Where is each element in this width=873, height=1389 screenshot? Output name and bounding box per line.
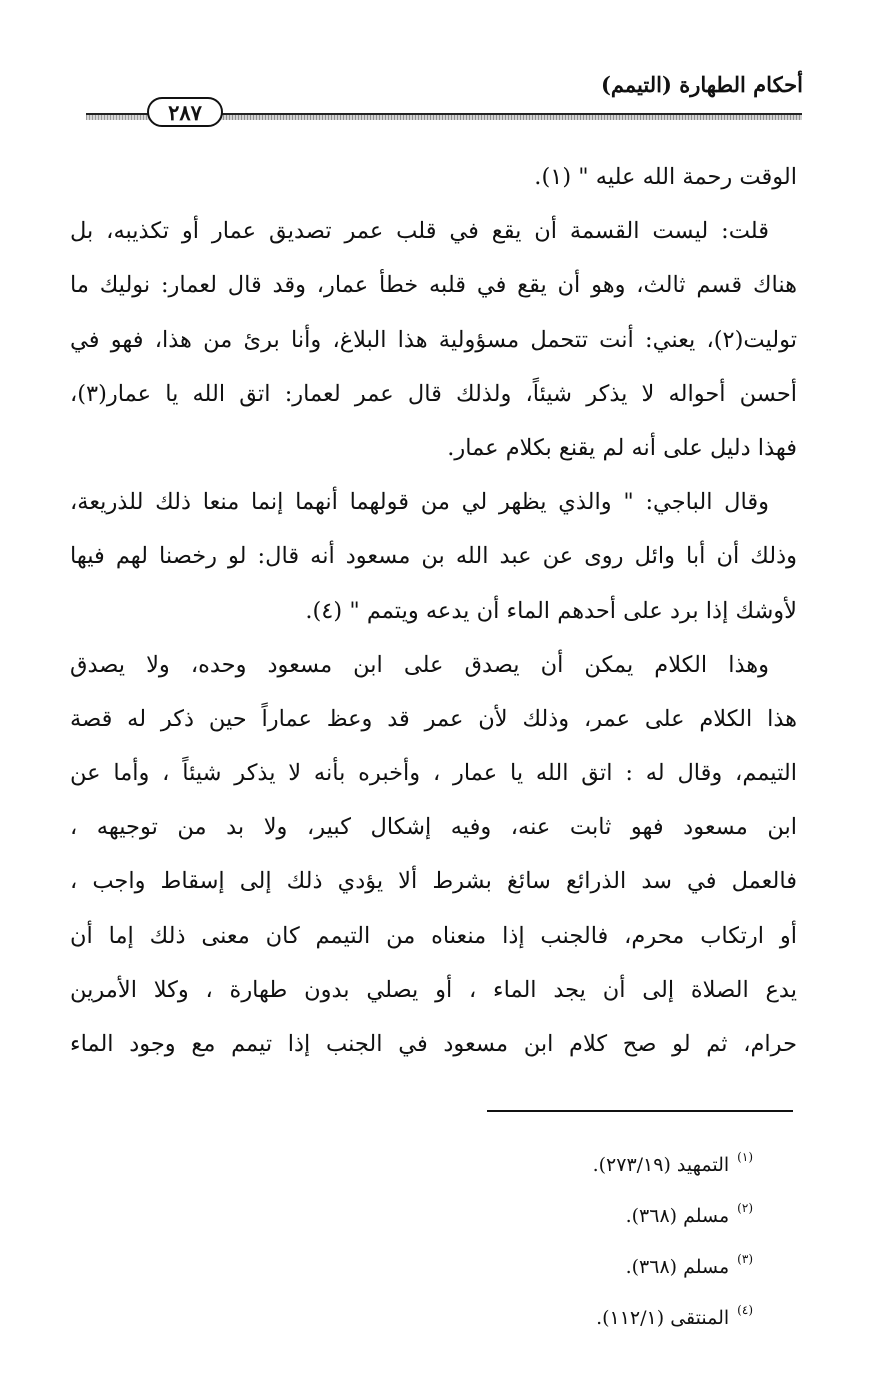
- body-line: يدع الصلاة إلى أن يجد الماء ، أو يصلي بدون طهارة ، وكلا الأمرين: [70, 976, 797, 1003]
- body-line: الوقت رحمة الله عليه " (١).: [534, 164, 797, 190]
- body-line: توليت(٢)، يعني: أنت تتحمل مسؤولية هذا البلاغ، وأنا برئ من هذا، فهو في: [70, 326, 797, 353]
- footnote-number: (١): [737, 1150, 753, 1164]
- page-number-badge: ٢٨٧: [147, 97, 223, 127]
- body-line: أو ارتكاب محرم، فالجنب إذا منعناه من التيمم كان معنى ذلك إما أن: [70, 922, 797, 949]
- body-line: ابن مسعود فهو ثابت عنه، وفيه إشكال كبير، ولا بد من توجيهه ،: [70, 814, 797, 841]
- footnote: [353, 1285, 753, 1336]
- footnotes: [353, 1132, 753, 1336]
- footnote: [353, 1183, 753, 1234]
- body-line: لأوشك إذا برد على أحدهم الماء أن يدعه ويتمم " (٤).: [305, 597, 797, 624]
- footnote-text: التمهيد (٢٧٣/١٩).: [592, 1154, 730, 1176]
- footnote-number: (٢): [737, 1201, 753, 1215]
- footnote-text: مسلم (٣٦٨).: [625, 1205, 730, 1227]
- footnote-number: (٣): [737, 1252, 753, 1266]
- body-line: حرام، ثم لو صح كلام ابن مسعود في الجنب إذا تيمم مع وجود الماء: [70, 1031, 797, 1057]
- body-line: هذا الكلام على عمر، وذلك لأن عمر قد وعظ عماراً حين ذكر له قصة: [70, 705, 797, 732]
- body-line: أحسن أحواله لا يذكر شيئاً، ولذلك قال عمر لعمار: اتق الله يا عمار(٣)،: [70, 380, 797, 407]
- body-line: وذلك أن أبا وائل روى عن عبد الله بن مسعود أنه قال: لو رخصنا لهم فيها: [70, 543, 797, 570]
- body-line: التيمم، وقال له : اتق الله يا عمار ، وأخبره بأنه لا يذكر شيئاً ، وأما عن: [70, 760, 797, 787]
- footnote: [353, 1234, 753, 1285]
- header-rule-left-segment: [86, 113, 150, 120]
- footnote-text: المنتقى (١١٢/١).: [596, 1307, 730, 1329]
- body-line: قلت: ليست القسمة أن يقع في قلب عمر تصديق عمار أو تكذيبه، بل: [70, 218, 769, 245]
- footnote: [353, 1132, 753, 1183]
- running-title: أحكام الطهارة (التيمم): [600, 72, 803, 97]
- body-line: وقال الباجي: " والذي يظهر لي من قولهما أنهما إنما منعا ذلك للذريعة،: [70, 489, 769, 516]
- footnote-separator: [487, 1110, 793, 1112]
- body-line: فالعمل في سد الذرائع سائغ بشرط ألا يؤدي ذلك إلى إسقاط واجب ،: [70, 868, 797, 895]
- header-rule-right-segment: [220, 113, 802, 120]
- body-text: [70, 150, 797, 1071]
- footnote-text: مسلم (٣٦٨).: [625, 1256, 730, 1278]
- footnote-number: (٤): [737, 1303, 753, 1317]
- body-line: هناك قسم ثالث، وهو أن يقع في قلبه خطأ عمار، وقد قال لعمار: نوليك ما: [70, 272, 797, 299]
- body-line: وهذا الكلام يمكن أن يصدق على ابن مسعود وحده، ولا يصدق: [70, 651, 769, 678]
- body-line: فهذا دليل على أنه لم يقنع بكلام عمار.: [447, 434, 797, 461]
